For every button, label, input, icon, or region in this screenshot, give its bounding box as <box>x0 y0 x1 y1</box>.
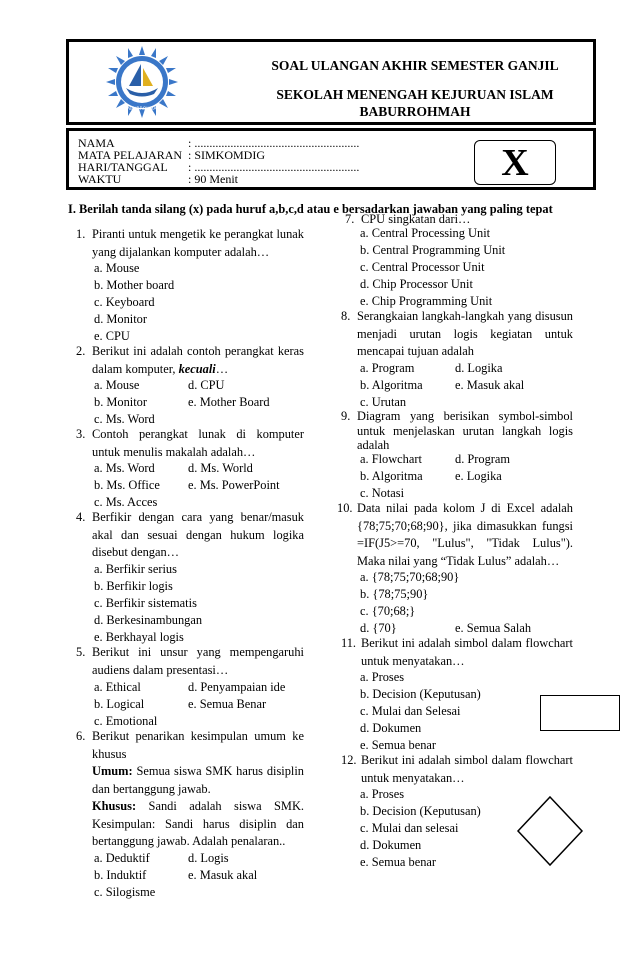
school-name-line1: SEKOLAH MENENGAH KEJURUAN ISLAM <box>276 87 554 102</box>
name-label: NAMA <box>78 136 115 150</box>
q12-option-e[interactable]: e. Semua benar <box>360 855 437 869</box>
q9-option-d[interactable]: d. Program <box>455 452 511 466</box>
q11-option-a[interactable]: a. Proses <box>360 670 405 684</box>
svg-text:BABURROHMAH: BABURROHMAH <box>123 107 161 112</box>
question-4: 4. Berfikir dengan cara yang benar/masuk akal dan sesuai dengan hukum logika disebut dengan… <box>76 510 304 559</box>
q6-option-c[interactable]: c. Silogisme <box>94 885 156 899</box>
q7-option-b[interactable]: b. Central Programming Unit <box>360 243 506 257</box>
q9-option-e[interactable]: e. Logika <box>455 469 502 483</box>
question-6: 6. Berikut penarikan kesimpulan umum ke khusus Umum: Semua siswa SMK harus disiplin dan bertanggung jawab. Khusus: Sandi adalah siswa SMK. Kesimpulan: Sandi harus disiplin dan bertanggung jawab. Adalah penalaran.. <box>76 729 304 848</box>
q5-option-e[interactable]: e. Semua Benar <box>188 697 267 711</box>
q3-option-c[interactable]: c. Ms. Acces <box>94 495 158 509</box>
q6-option-b[interactable]: b. Induktif <box>94 868 147 882</box>
question-8: 8. Serangkaian langkah-langkah yang disusun menjadi urutan logis kegiatan untuk mencapai tujuan adalah <box>341 309 573 358</box>
q7-option-a[interactable]: a. Central Processing Unit <box>360 226 491 240</box>
q5-option-d[interactable]: d. Penyampaian ide <box>188 680 286 694</box>
q12-option-a[interactable]: a. Proses <box>360 787 405 801</box>
q3-option-e[interactable]: e. Ms. PowerPoint <box>188 478 280 492</box>
question-10: 10. Data nilai pada kolom J di Excel adalah {78;75;70;68;90}, jika dimasukkan fungsi =IF(J5>=70, "Lulus", "Tidak Lulus"). Maka nilai yang “Tidak Lulus” adalah… <box>337 501 573 568</box>
question-1: 1. Piranti untuk mengetik ke perangkat lunak yang dijalankan komputer adalah… <box>76 227 304 259</box>
q8-option-a[interactable]: a. Program <box>360 361 415 375</box>
question-9: 9. Diagram yang berisikan symbol-simbol untuk menjelaskan urutan langkah logis adalah <box>341 409 573 452</box>
q3-option-a[interactable]: a. Ms. Word <box>94 461 155 475</box>
subject-label: MATA PELAJARAN <box>78 148 183 162</box>
decision-diamond-symbol <box>516 795 584 867</box>
time-label: WAKTU <box>78 172 122 186</box>
q11-option-d[interactable]: d. Dokumen <box>360 721 422 735</box>
question-7: 7. CPU singkatan dari… <box>345 212 471 226</box>
question-5: 5. Berikut ini unsur yang mempengaruhi audiens dalam presentasi… <box>76 645 304 677</box>
q6-option-e[interactable]: e. Masuk akal <box>188 868 258 882</box>
q12-option-d[interactable]: d. Dokumen <box>360 838 422 852</box>
question-2: 2. Berikut ini adalah contoh perangkat keras dalam komputer, kecuali… <box>76 344 304 376</box>
q12-option-c[interactable]: c. Mulai dan selesai <box>360 821 459 835</box>
q3-option-b[interactable]: b. Ms. Office <box>94 478 160 492</box>
q1-option-b[interactable]: b. Mother board <box>94 278 175 292</box>
q11-option-c[interactable]: c. Mulai dan Selesai <box>360 704 461 718</box>
q7-option-e[interactable]: e. Chip Programming Unit <box>360 294 493 308</box>
q2-option-c[interactable]: c. Ms. Word <box>94 412 155 426</box>
time-value: : 90 Menit <box>188 172 238 186</box>
q1-option-c[interactable]: c. Keyboard <box>94 295 155 309</box>
q11-option-b[interactable]: b. Decision (Keputusan) <box>360 687 481 701</box>
q10-option-e[interactable]: e. Semua Salah <box>455 621 532 635</box>
q8-option-e[interactable]: e. Masuk akal <box>455 378 525 392</box>
q2-option-b[interactable]: b. Monitor <box>94 395 148 409</box>
q9-option-a[interactable]: a. Flowchart <box>360 452 422 466</box>
q12-option-b[interactable]: b. Decision (Keputusan) <box>360 804 481 818</box>
q8-option-c[interactable]: c. Urutan <box>360 395 407 409</box>
q3-option-d[interactable]: d. Ms. World <box>188 461 253 475</box>
q6-option-d[interactable]: d. Logis <box>188 851 229 865</box>
q11-option-e[interactable]: e. Semua benar <box>360 738 437 752</box>
q8-option-b[interactable]: b. Algoritma <box>360 378 423 392</box>
q4-option-d[interactable]: d. Berkesinambungan <box>94 613 203 627</box>
q1-option-d[interactable]: d. Monitor <box>94 312 148 326</box>
q10-option-a[interactable]: a. {78;75;70;68;90} <box>360 570 460 584</box>
q9-option-c[interactable]: c. Notasi <box>360 486 405 500</box>
date-field[interactable]: : ....................................................... <box>188 160 360 174</box>
q2-option-a[interactable]: a. Mouse <box>94 378 140 392</box>
question-3: 3. Contoh perangkat lunak di komputer untuk menulis makalah adalah… <box>76 427 304 459</box>
exam-title: SOAL ULANGAN AKHIR SEMESTER GANJIL <box>271 58 559 73</box>
q4-option-c[interactable]: c. Berfikir sistematis <box>94 596 197 610</box>
question-11: 11. Berikut ini adalah simbol dalam flowchart untuk menyatakan… <box>341 636 573 668</box>
name-field[interactable]: : ....................................................... <box>188 136 360 150</box>
q9-option-b[interactable]: b. Algoritma <box>360 469 423 483</box>
question-12: 12. Berikut ini adalah simbol dalam flowchart untuk menyatakan… <box>341 753 573 785</box>
school-logo <box>104 44 180 120</box>
process-rectangle-symbol <box>540 695 620 731</box>
q10-option-d[interactable]: d. {70} <box>360 621 397 635</box>
q2-option-d[interactable]: d. CPU <box>188 378 225 392</box>
q5-option-b[interactable]: b. Logical <box>94 697 145 711</box>
q4-option-a[interactable]: a. Berfikir serius <box>94 562 177 576</box>
q7-option-c[interactable]: c. Central Processor Unit <box>360 260 485 274</box>
q7-option-d[interactable]: d. Chip Processor Unit <box>360 277 473 291</box>
q5-option-c[interactable]: c. Emotional <box>94 714 158 728</box>
class-badge: X <box>474 140 556 185</box>
instruction: I. Berilah tanda silang (x) pada huruf a,b,c,d atau e bersadarkan jawaban yang paling tepat <box>68 202 553 216</box>
q4-option-e[interactable]: e. Berkhayal logis <box>94 630 184 644</box>
q1-option-a[interactable]: a. Mouse <box>94 261 140 275</box>
q4-option-b[interactable]: b. Berfikir logis <box>94 579 173 593</box>
q10-option-c[interactable]: c. {70;68;} <box>360 604 416 618</box>
school-name-line2: BABURROHMAH <box>359 104 471 119</box>
subject-value: : SIMKOMDIG <box>188 148 266 162</box>
q2-option-e[interactable]: e. Mother Board <box>188 395 270 409</box>
q6-option-a[interactable]: a. Deduktif <box>94 851 150 865</box>
q10-option-b[interactable]: b. {78;75;90} <box>360 587 429 601</box>
date-label: HARI/TANGGAL <box>78 160 168 174</box>
q5-option-a[interactable]: a. Ethical <box>94 680 141 694</box>
q1-option-e[interactable]: e. CPU <box>94 329 130 343</box>
q8-option-d[interactable]: d. Logika <box>455 361 503 375</box>
